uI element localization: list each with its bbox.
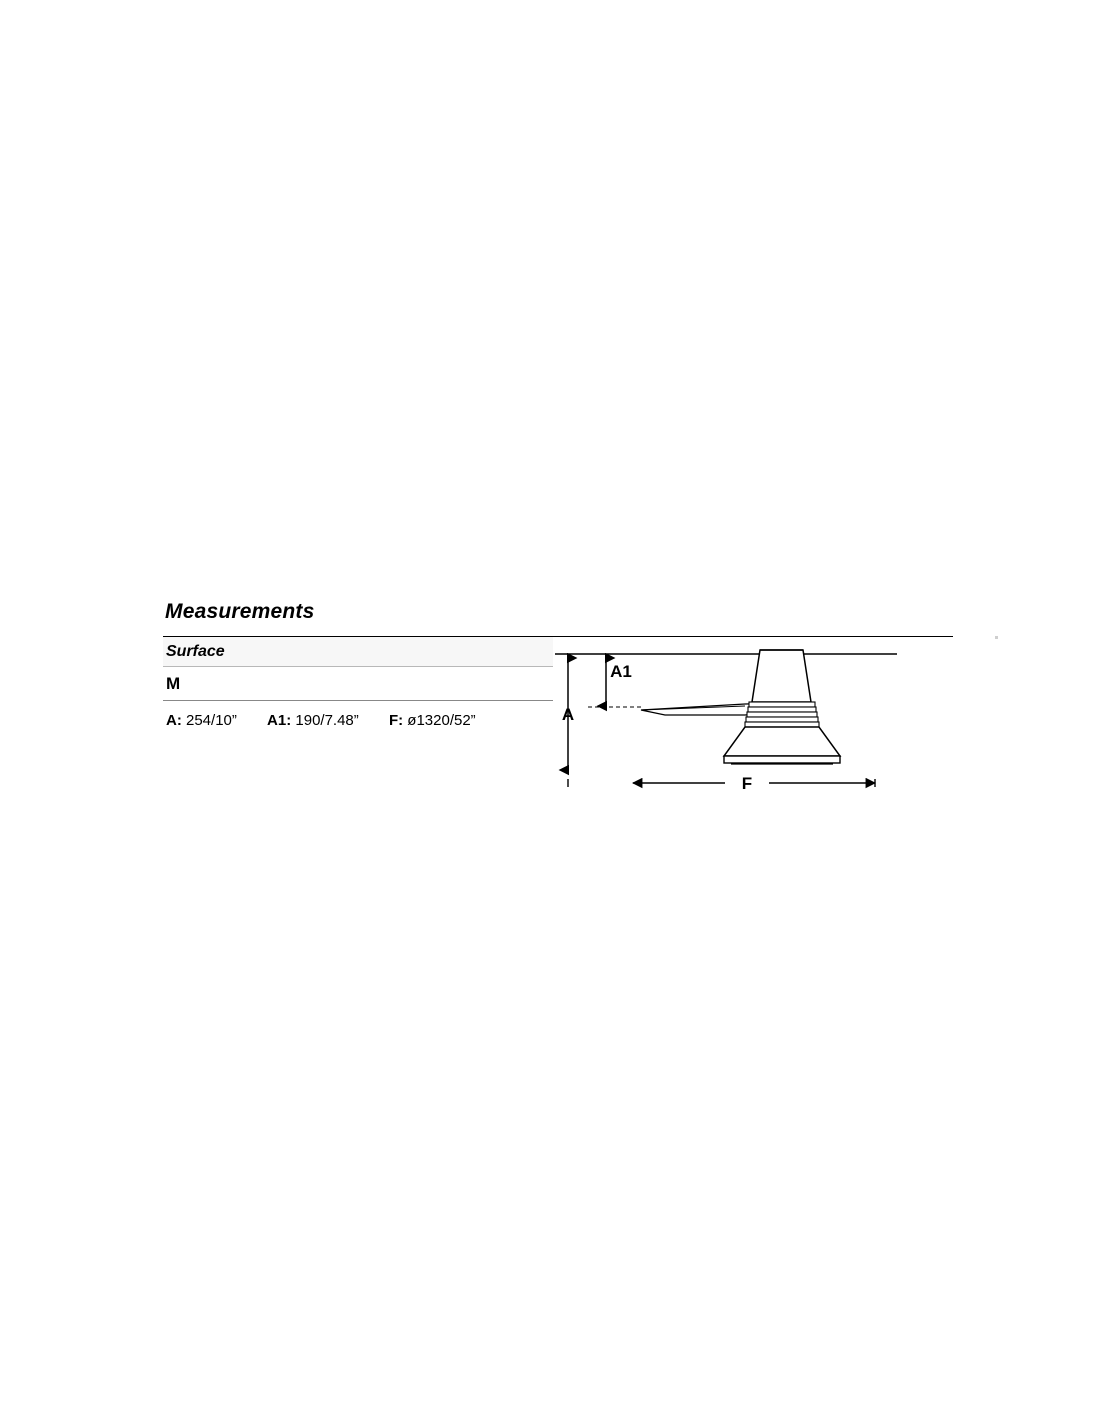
table-header-row	[163, 637, 553, 667]
table-row	[163, 667, 553, 701]
housing-rings	[745, 702, 819, 727]
list-item	[389, 712, 476, 729]
motor-housing	[752, 650, 811, 702]
list-item	[166, 712, 237, 729]
dimension-value-a: 254/10”	[186, 712, 237, 729]
page-title: Measurements	[165, 600, 315, 623]
dimension-key-a1: A1:	[267, 712, 292, 729]
dimension-label-f: F	[741, 774, 753, 793]
model-label: M	[166, 674, 181, 693]
dimension-f-arrow	[568, 774, 875, 792]
product-dimension-drawing	[545, 640, 905, 820]
dimension-key-f: F:	[388, 712, 404, 729]
dimension-value-f: ø1320/52”	[407, 712, 476, 729]
column-header-surface: Surface	[166, 643, 225, 660]
dimension-key-a: A:	[166, 712, 182, 729]
page-edge-mark	[995, 636, 998, 639]
dimension-label-a1: A1	[610, 662, 632, 681]
list-item	[267, 712, 359, 729]
dimension-label-a: A	[561, 705, 575, 724]
dimension-value-a1: 190/7.48”	[295, 712, 359, 729]
canopy-base	[724, 727, 840, 764]
